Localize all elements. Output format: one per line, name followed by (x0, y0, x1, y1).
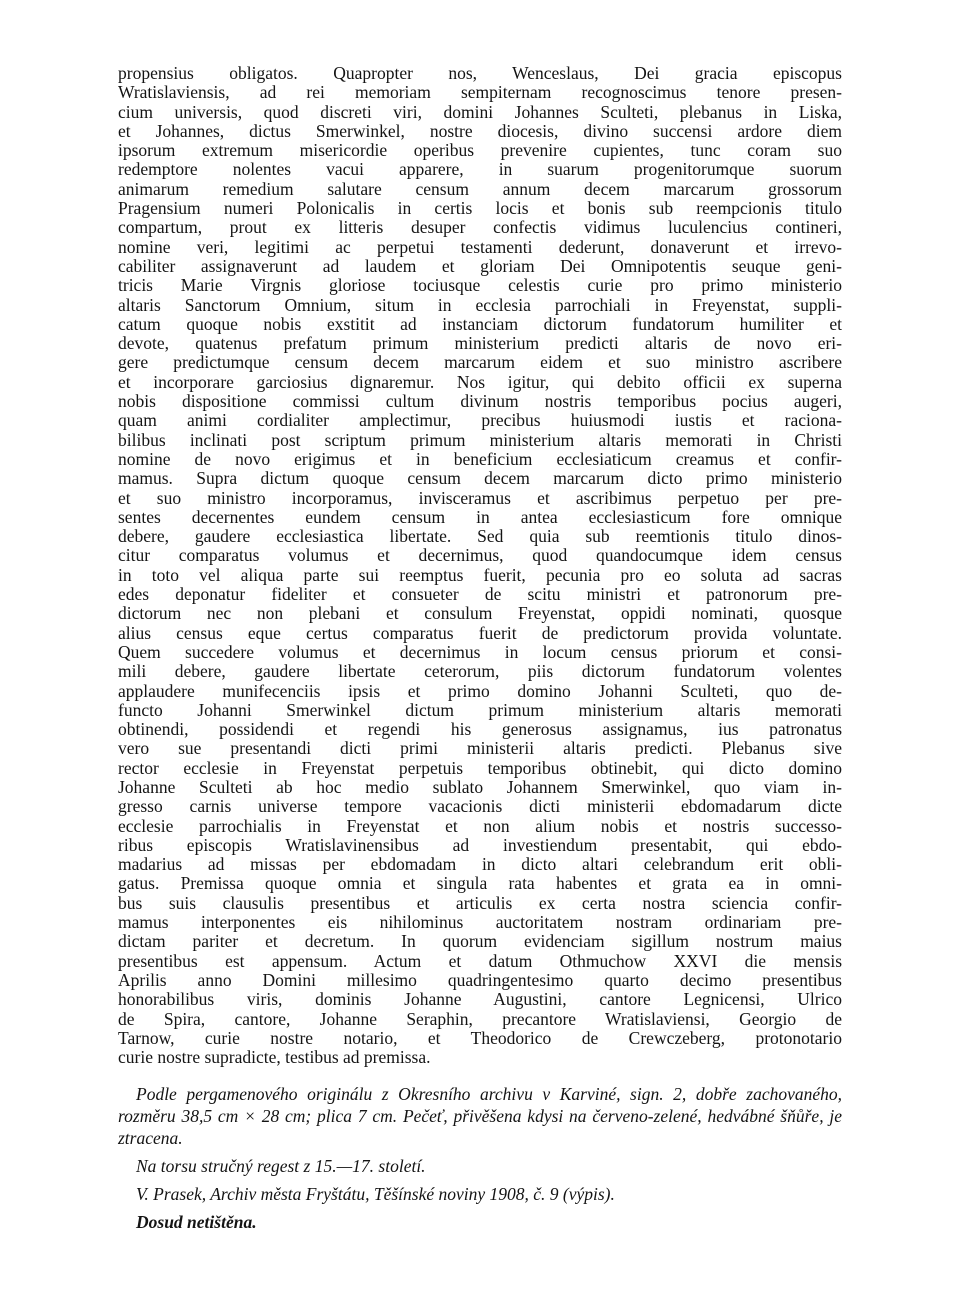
text-line: rector ecclesie in Freyenstat perpetuis temporibus obtinebit, qui dicto domino (118, 757, 842, 778)
text-line: nomine veri, legitimi ac perpetui testamenti dederunt, donaverunt et irrevo- (118, 236, 842, 257)
text-line: de Spira, cantore, Johanne Seraphin, precantore Wratislaviensi, Georgio de (118, 1008, 842, 1029)
text-line: obtinendi, possidendi et regendi his generosus assignamus, ius patronatus (118, 719, 842, 740)
editorial-notes (118, 1083, 842, 1233)
text-line: tricis Marie Virgnis gloriose tociusque celestis curie pro primo ministerio (118, 275, 842, 296)
text-line: curie nostre supradicte, testibus ad premissa. (118, 1047, 431, 1068)
text-line: cabiliter assignaverunt ad laudem et gloriam Dei Omnipotentis seuque geni- (118, 255, 842, 276)
text-line: presentibus est appensum. Actum et datum Othmuchow XXVI die mensis (118, 950, 842, 971)
text-line: alius census eque certus comparatus fuerit de predictorum provida voluntate. (118, 622, 842, 643)
document-page (118, 64, 842, 1233)
text-line: mili debere, gaudere libertate ceterorum, piis dictorum fundatorum volentes (118, 661, 842, 682)
regest-note: Na torsu stručný regest z 15.—17. století. (136, 1156, 426, 1177)
text-line: nomine de novo erigimus et in beneficium ecclesiaticum creamus et confir- (118, 448, 842, 469)
text-line: cium universis, quod discreti viri, domini Johannes Sculteti, plebanus in Liska, (118, 101, 842, 122)
text-line: nobis dispositione commissi cultum divinum nostris temporibus pocius augeri, (118, 391, 842, 412)
text-line: debere, gaudere ecclesiastica libertate. Sed quia sub reemtionis titulo dinos- (118, 526, 842, 547)
text-line: functo Johanni Smerwinkel dictum primum ministerium altaris memorati (118, 699, 842, 720)
text-line: applaudere munifecenciis ipsis et primo domino Johanni Sculteti, quo de- (118, 680, 842, 701)
text-line: ecclesie parrochialis in Freyenstat et non alium nobis et nostris successo- (118, 815, 842, 836)
text-line: Quem succedere volumus et decernimus in locum census priorum et consi- (118, 641, 842, 662)
text-line: honorabilibus viris, dominis Johanne Augustini, cantore Legnicensi, Ulrico (118, 989, 842, 1010)
charter-text (118, 64, 842, 1067)
text-line: mamus. Supra dictum quoque censum decem marcarum dicto primo ministerio (118, 468, 842, 489)
text-line: bus suis clausulis presentibus et articulis ex certa nostra sciencia confir- (118, 892, 842, 913)
text-line: madarius ad missas per ebdomadam in dicto altari celebrandum erit obli- (118, 854, 842, 875)
text-line: gere predictumque censum decem marcarum eidem et suo ministro ascribere (118, 352, 842, 373)
source-note: Podle pergamenového originálu z Okresního archivu v Karviné, sign. 2, dobře zachovaného, rozměru 38,5 cm × 28 cm; plica 7 cm. Pečeť, přivěšena kdysi na červeno-zelené, hedvábné šňůře, je ztracena. (118, 1084, 842, 1149)
text-line: Aprilis anno Domini millesimo quadringentesimo quarto decimo presentibus (118, 969, 842, 990)
text-line: redemptore nolentes vacui apparere, in suarum progenitorumque suorum (118, 159, 842, 180)
text-line: devote, quatenus prefatum primum ministerium predicti altaris de novo eri- (118, 333, 842, 354)
text-line: in toto vel aliqua parte sui reemptus fuerit, pecunia pro eo soluta ad sacras (118, 564, 842, 585)
text-line: ribus episcopis Wratislavinensibus ad investiendum presentabit, qui ebdo- (118, 834, 842, 855)
text-line: catum quoque nobis exstitit ad instanciam dictorum fundatorum humiliter et (118, 313, 842, 334)
text-line: et suo ministro incorporamus, invisceramus et ascribimus perpetuo per pre- (118, 487, 842, 508)
text-line: et Johannes, dictus Smerwinkel, nostre diocesis, divino succensi ardore diem (118, 120, 842, 141)
text-line: mamus interponentes eis nihilominus auctoritatem nostram ordinariam pre- (118, 912, 842, 933)
text-line: Johanne Sculteti ab hoc medio sublato Johannem Smerwinkel, quo viam in- (118, 776, 842, 797)
literature-note: V. Prasek, Archiv města Fryštátu, Těšínské noviny 1908, č. 9 (výpis). (136, 1184, 615, 1205)
text-line: ipsorum extremum misericordie operibus prevenire cupientes, tunc coram suo (118, 140, 842, 161)
text-line: bilibus inclinati post scriptum primum ministerium altaris memorati in Christi (118, 429, 842, 450)
text-line: gresso carnis universe tempore vacacionis dicti ministerii ebdomadarum dicte (118, 796, 842, 817)
text-line: compartum, prout ex litteris desuper confectis vidimus luculencius contineri, (118, 217, 842, 238)
text-line: edes deponatur fideliter et consueter de scitu ministri et patronorum pre- (118, 584, 842, 605)
text-line: altaris Sanctorum Omnium, situm in ecclesia parrochiali in Freyenstat, suppli- (118, 294, 842, 315)
text-line: citur comparatus volumus et decernimus, quod quandocumque idem census (118, 545, 842, 566)
text-line: quam animi cordialiter amplectimur, precibus huiusmodi iustis et raciona- (118, 410, 842, 431)
text-line: gatus. Premissa quoque omnia et singula rata habentes et grata ea in omni- (118, 873, 842, 894)
text-line: vero sue presentandi dicti primi ministerii altaris predicti. Plebanus sive (118, 738, 842, 759)
text-line: Pragensium numeri Polonicalis in certis locis et bonis sub reempcionis titulo (118, 198, 842, 219)
text-line: propensius obligatos. Quapropter nos, Wenceslaus, Dei gracia episcopus (118, 63, 842, 83)
text-line: dictorum nec non plebani et consulum Freyenstat, oppidi nominati, quosque (118, 603, 842, 624)
text-line: dictam pariter et decretum. In quorum evidenciam sigillum nostrum maius (118, 931, 842, 952)
publication-status: Dosud netištěna. (136, 1212, 257, 1233)
text-line: animarum remedium salutare censum annum decem marcarum grossorum (118, 178, 842, 199)
text-line: et incorporare garciosius dignaremur. Nos igitur, qui debito officii ex superna (118, 371, 842, 392)
text-line: sentes decernentes eundem censum in antea ecclesiasticum fore omnique (118, 506, 842, 527)
text-line: Wratislaviensis, ad rei memoriam sempiternam recognoscimus tenore presen- (118, 82, 842, 103)
text-line: Tarnow, curie nostre notario, et Theodorico de Crewczeberg, protonotario (118, 1027, 842, 1048)
